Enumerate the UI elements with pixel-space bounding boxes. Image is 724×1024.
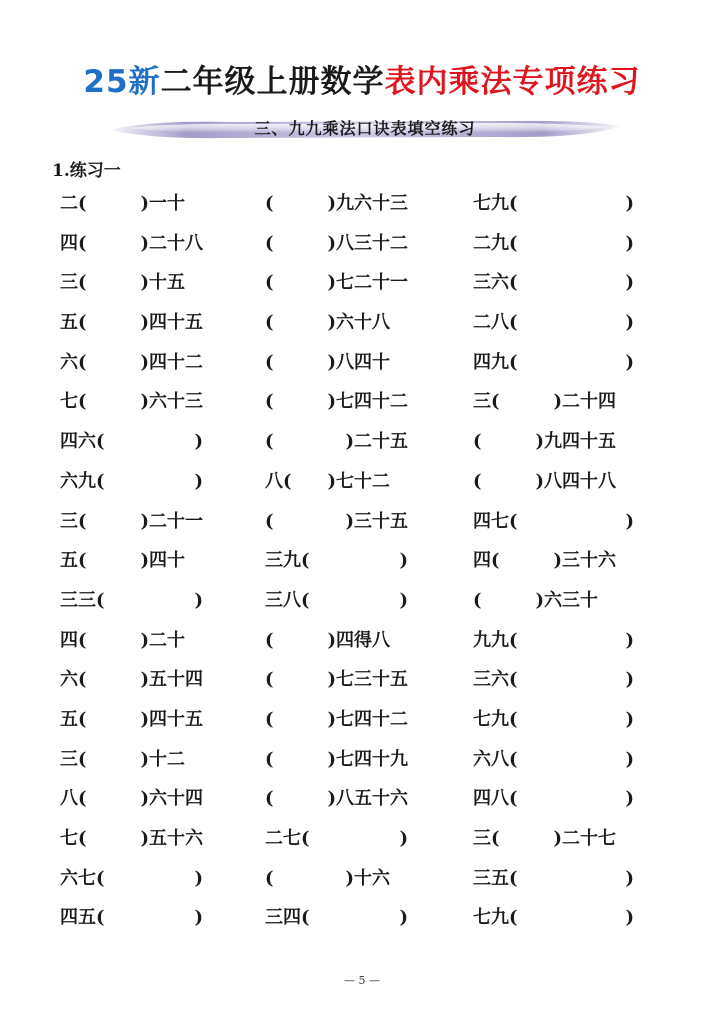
exercise-item: 七九( ) bbox=[473, 708, 635, 730]
exercise-row bbox=[0, 422, 724, 462]
exercise-item: 六( )四十二 bbox=[60, 351, 204, 373]
exercise-item: 二( )一十 bbox=[60, 193, 186, 214]
exercise-row bbox=[0, 740, 724, 780]
exercise-item: 三九( ) bbox=[265, 550, 409, 572]
exercise-item: ( )四得八 bbox=[265, 629, 391, 651]
exercise-row bbox=[0, 779, 724, 819]
exercise-item: 三六( ) bbox=[473, 669, 635, 691]
exercise-item: ( )九四十五 bbox=[473, 431, 617, 453]
exercise-item: 二八( ) bbox=[473, 312, 635, 334]
exercise-item: 七九( ) bbox=[473, 193, 635, 214]
exercise-item: 二九( ) bbox=[473, 232, 635, 254]
exercise-row bbox=[0, 898, 724, 938]
banner-title: 三、九九乘法口诀表填空练习 bbox=[254, 119, 476, 138]
exercise-item: 六七( ) bbox=[60, 867, 204, 889]
exercise-item: 三( )十二 bbox=[60, 748, 186, 770]
exercise-row bbox=[0, 541, 724, 581]
exercise-item: 四( )三十六 bbox=[473, 550, 617, 572]
exercise-item: 三( )二十一 bbox=[60, 510, 204, 532]
exercise-row bbox=[0, 859, 724, 899]
exercise-item: 三八( ) bbox=[265, 589, 409, 611]
exercise-item: ( )九六十三 bbox=[265, 193, 409, 214]
exercise-item: ( )十六 bbox=[265, 867, 391, 889]
exercise-row bbox=[0, 502, 724, 542]
exercise-item: 六九( ) bbox=[60, 470, 204, 492]
exercise-item: 四五( ) bbox=[60, 907, 204, 929]
exercise-item: 八( )七十二 bbox=[265, 470, 391, 492]
exercise-item: ( )七三十五 bbox=[265, 669, 409, 691]
exercise-item: 四八( ) bbox=[473, 788, 635, 810]
exercise-item: 四六( ) bbox=[60, 431, 204, 453]
exercise-row bbox=[0, 581, 724, 621]
exercise-item: 七( )五十六 bbox=[60, 828, 204, 849]
page-title bbox=[0, 56, 724, 101]
title-year: 25新 bbox=[83, 64, 161, 100]
exercise-item: 四七( ) bbox=[473, 510, 635, 532]
exercise-item: ( )八五十六 bbox=[265, 788, 409, 810]
exercise-item: 四( )二十 bbox=[60, 629, 186, 651]
exercise-item: ( )二十五 bbox=[265, 431, 409, 453]
exercise-item: 三( )十五 bbox=[60, 272, 186, 294]
exercise-item: ( )七四十二 bbox=[265, 708, 409, 730]
section-heading: 1.练习一 bbox=[52, 161, 121, 181]
exercise-item: 三五( ) bbox=[473, 867, 635, 889]
exercise-item: 四( )二十八 bbox=[60, 232, 204, 254]
exercise-item: 六八( ) bbox=[473, 748, 635, 770]
exercise-item: ( )八三十二 bbox=[265, 232, 409, 254]
exercise-item: ( )六十八 bbox=[265, 312, 391, 334]
exercise-row bbox=[0, 184, 724, 224]
exercise-item: ( )八四十 bbox=[265, 351, 391, 373]
exercise-row bbox=[0, 700, 724, 740]
exercise-row bbox=[0, 224, 724, 264]
exercise-item: 三( )二十七 bbox=[473, 828, 617, 849]
exercise-item: ( )七四十九 bbox=[265, 748, 409, 770]
exercise-item: 七( )六十三 bbox=[60, 391, 204, 413]
section-banner bbox=[110, 114, 620, 142]
exercise-item: 三( )二十四 bbox=[473, 391, 617, 413]
exercise-item: 二七( ) bbox=[265, 828, 409, 849]
exercise-row bbox=[0, 660, 724, 700]
exercise-item: 五( )四十五 bbox=[60, 708, 204, 730]
exercise-item: 三三( ) bbox=[60, 589, 204, 611]
title-topic: 表内乘法专项练习 bbox=[384, 64, 641, 100]
exercise-item: 三四( ) bbox=[265, 907, 409, 929]
page-number: — 5 — bbox=[344, 974, 380, 987]
exercise-item: ( )八四十八 bbox=[473, 470, 617, 492]
exercise-item: 四九( ) bbox=[473, 351, 635, 373]
exercise-item: 六( )五十四 bbox=[60, 669, 204, 691]
exercise-item: 九九( ) bbox=[473, 629, 635, 651]
exercise-row bbox=[0, 303, 724, 343]
exercise-item: 三六( ) bbox=[473, 272, 635, 294]
exercise-item: 五( )四十五 bbox=[60, 312, 204, 334]
exercise-item: 七九( ) bbox=[473, 907, 635, 929]
exercise-item: ( )三十五 bbox=[265, 510, 409, 532]
exercise-item: ( )六三十 bbox=[473, 589, 599, 611]
exercise-row bbox=[0, 621, 724, 661]
exercise-item: ( )七四十二 bbox=[265, 391, 409, 413]
exercise-item: 八( )六十四 bbox=[60, 788, 204, 810]
title-grade: 二年级上册数学 bbox=[160, 64, 385, 100]
exercise-item: ( )七二十一 bbox=[265, 272, 409, 294]
exercise-row bbox=[0, 462, 724, 502]
exercise-row bbox=[0, 819, 724, 859]
exercise-grid bbox=[0, 184, 724, 938]
exercise-row bbox=[0, 382, 724, 422]
exercise-row bbox=[0, 343, 724, 383]
exercise-row bbox=[0, 263, 724, 303]
exercise-item: 五( )四十 bbox=[60, 550, 186, 572]
